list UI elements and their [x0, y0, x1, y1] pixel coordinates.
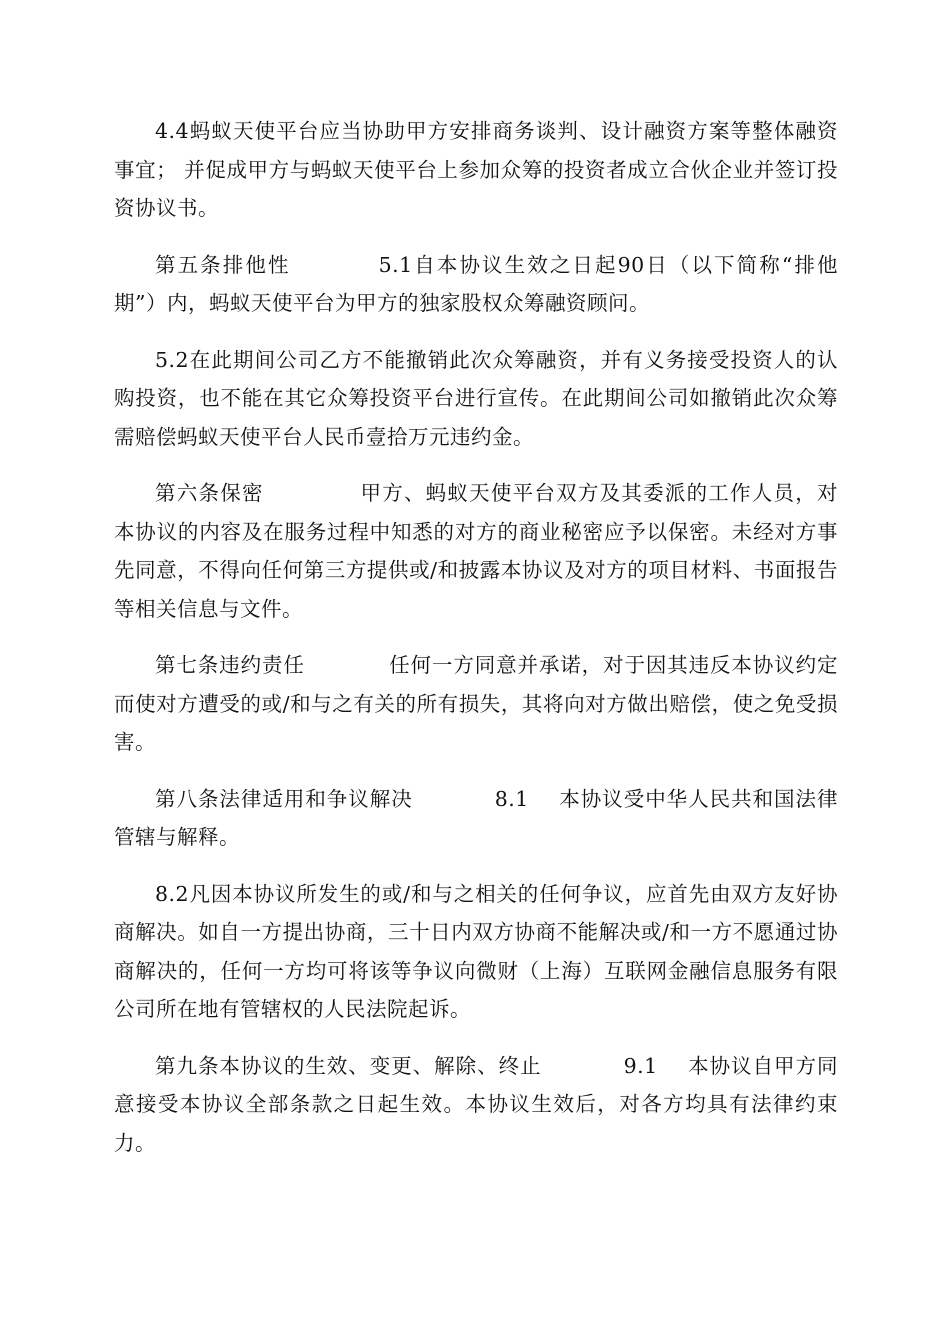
clause-4-4-text: 4.4蚂蚁天使平台应当协助甲方安排商务谈判、设计融资方案等整体融资事宜； 并促成甲方与蚂蚁天使平台上参加众筹的投资者成立合伙企业并签订投资协议书。 — [114, 119, 838, 220]
article-5-heading: 第五条排他性 — [155, 252, 291, 277]
article-9-heading: 第九条本协议的生效、变更、解除、终止 — [155, 1053, 542, 1078]
clause-5-2-paragraph — [114, 341, 838, 457]
clause-8-1-number: 8.1 — [494, 786, 529, 811]
article-9-paragraph — [114, 1047, 838, 1163]
document-body — [114, 112, 838, 1180]
article-8-heading: 第八条法律适用和争议解决 — [155, 786, 413, 811]
clause-8-2-text: 8.2凡因本协议所发生的或/和与之相关的任何争议，应首先由双方友好协商解决。如自一方提出协商，三十日内双方协商不能解决或/和一方不愿通过协商解决的，任何一方均可将该等争议向微财（上海）互联网金融信息服务有限公司所在地有管辖权的人民法院起诉。 — [114, 881, 838, 1021]
article-6-paragraph — [114, 474, 838, 628]
article-7-paragraph — [114, 646, 838, 762]
article-7-heading: 第七条违约责任 — [155, 653, 305, 677]
article-6-heading: 第六条保密 — [155, 481, 264, 505]
article-5-paragraph — [114, 246, 838, 323]
clause-8-2-paragraph — [114, 875, 838, 1029]
article-6-body: 甲方、蚂蚁天使平台双方及其委派的工作人员，对本协议的内容及在服务过程中知悉的对方的商业秘密应予以保密。未经对方事先同意，不得向任何第三方提供或/和披露本协议及对方的项目材料、书面报告等相关信息与文件。 — [114, 481, 839, 621]
article-7-body: 任何一方同意并承诺，对于因其违反本协议约定而使对方遭受的或/和与之有关的所有损失，其将向对方做出赔偿，使之免受损害。 — [114, 653, 838, 754]
article-5-body: 5.1自本协议生效之日起90日（以下简称“排他期”）内，蚂蚁天使平台为甲方的独家股权众筹融资顾问。 — [114, 252, 838, 315]
clause-9-1-number: 9.1 — [623, 1053, 658, 1078]
clause-8-1-body: 本协议受中华人民共和国法律管辖与解释。 — [114, 786, 839, 849]
article-8-paragraph — [114, 780, 838, 857]
clause-4-4-paragraph — [114, 112, 838, 228]
clause-9-1-body: 本协议自甲方同意接受本协议全部条款之日起生效。本协议生效后，对各方均具有法律约束力。 — [114, 1053, 839, 1155]
clause-5-2-text: 5.2在此期间公司乙方不能撤销此次众筹融资，并有义务接受投资人的认购投资，也不能在其它众筹投资平台进行宣传。在此期间公司如撤销此次众筹需赔偿蚂蚁天使平台人民币壹拾万元违约金。 — [114, 347, 838, 449]
